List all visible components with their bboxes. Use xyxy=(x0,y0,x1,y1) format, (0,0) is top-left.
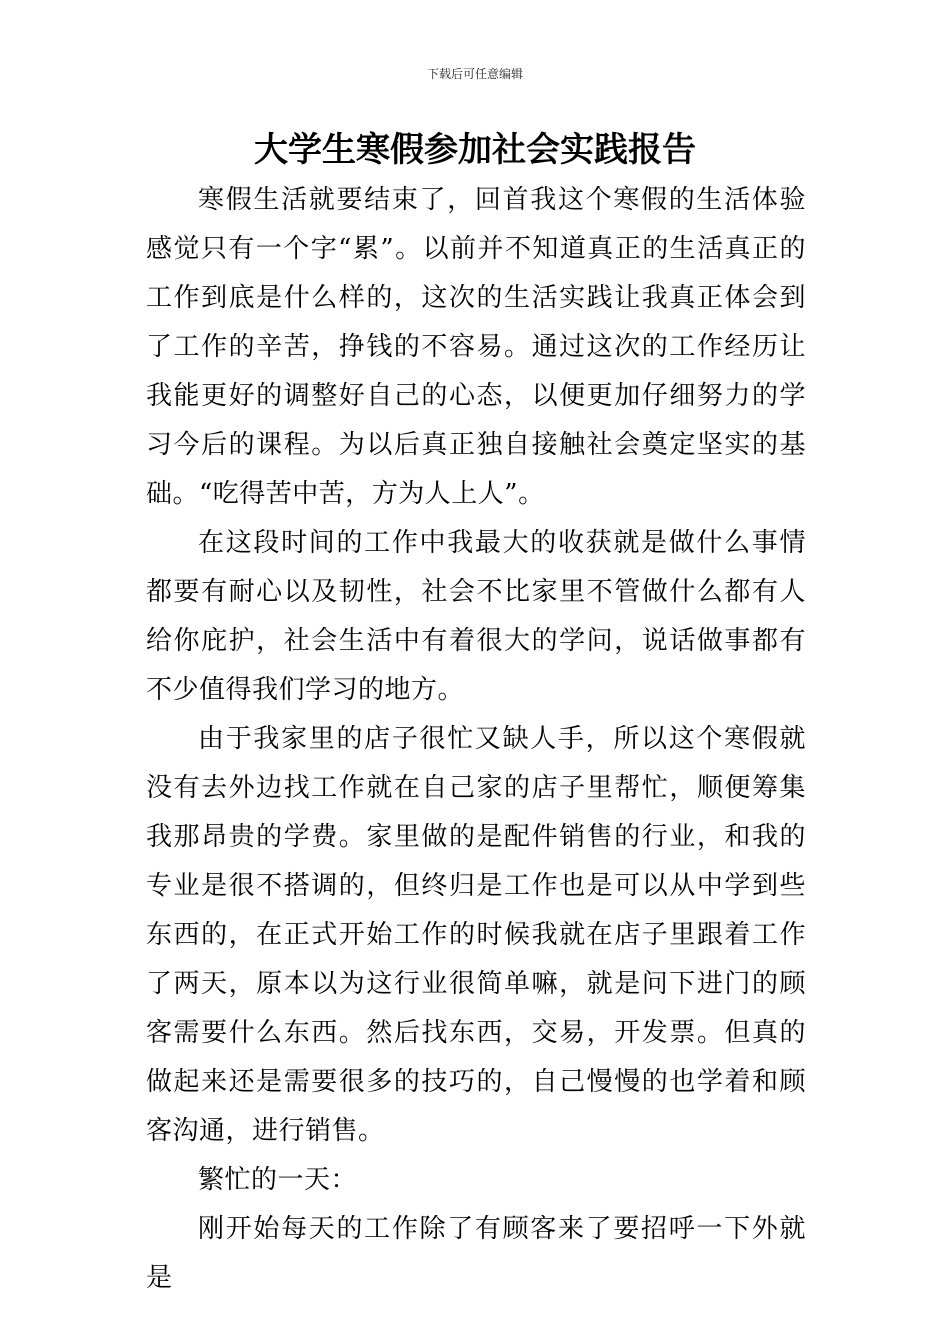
paragraph: 由于我家里的店子很忙又缺人手，所以这个寒假就没有去外边找工作就在自己家的店子里帮忙，顺便筹集我那昂贵的学费。家里做的是配件销售的行业，和我的专业是很不搭调的，但终归是工作也是可以从中学到些东西的，在正式开始工作的时候我就在店子里跟着工作了两天，原本以为这行业很简单嘛，就是问下进门的顾客需要什么东西。然后找东西，交易，开发票。但真的做起来还是需要很多的技巧的，自己慢慢的也学着和顾客沟通，进行销售。 xyxy=(146,724,806,1146)
header-note: 下载后可任意编辑 xyxy=(426,67,523,81)
document-title: 大学生寒假参加社会实践报告 xyxy=(254,130,696,170)
document-body xyxy=(146,176,806,1303)
section-heading: 繁忙的一天： xyxy=(198,1165,358,1195)
paragraph: 刚开始每天的工作除了有顾客来了要招呼一下外就是 xyxy=(146,1214,806,1293)
paragraph: 寒假生活就要结束了，回首我这个寒假的生活体验感觉只有一个字“累”。以前并不知道真正的生活真正的工作到底是什么样的，这次的生活实践让我真正体会到了工作的辛苦，挣钱的不容易。通过这次的工作经历让我能更好的调整好自己的心态，以便更加仔细努力的学习今后的课程。为以后真正独自接触社会奠定坚实的基础。“吃得苦中苦，方为人上人”。 xyxy=(146,185,806,509)
paragraph: 在这段时间的工作中我最大的收获就是做什么事情都要有耐心以及韧性，社会不比家里不管做什么都有人给你庇护，社会生活中有着很大的学问，说话做事都有不少值得我们学习的地方。 xyxy=(146,528,806,705)
